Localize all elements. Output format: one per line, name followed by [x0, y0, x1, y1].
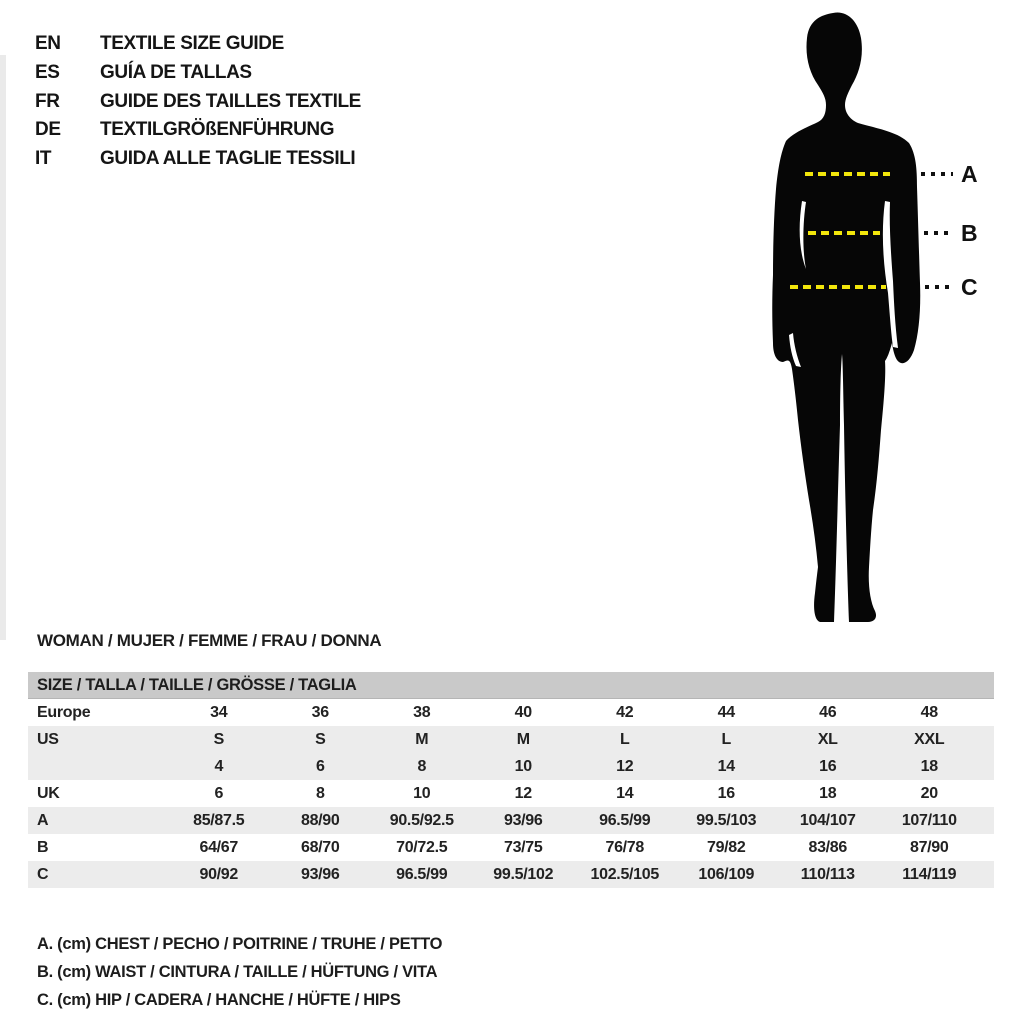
- language-title: GUIDE DES TAILLES TEXTILE: [100, 90, 361, 112]
- size-cell: 93/96: [503, 812, 543, 829]
- measure-label-c: C: [961, 274, 978, 300]
- size-cell: 73/75: [503, 839, 543, 856]
- size-cell: 88/90: [300, 812, 340, 829]
- size-cell: 40: [514, 704, 532, 721]
- table-row: [28, 780, 994, 807]
- size-cell: 96.5/99: [599, 812, 651, 829]
- table-row: [28, 726, 994, 753]
- table-row: [28, 861, 994, 888]
- size-cell: 12: [514, 785, 532, 802]
- size-cell: 14: [717, 758, 735, 775]
- size-cell: 83/86: [808, 839, 848, 856]
- woman-silhouette-figure: [745, 5, 1000, 630]
- size-cell: 18: [819, 785, 837, 802]
- row-label: US: [37, 731, 59, 748]
- language-row: [35, 30, 361, 59]
- size-cell: 102.5/105: [590, 866, 659, 883]
- size-cell: 16: [819, 758, 837, 775]
- size-cell: 12: [616, 758, 634, 775]
- legend-item: C. (cm) HIP / CADERA / HANCHE / HÜFTE / HIPS: [37, 991, 401, 1010]
- size-cell: 16: [717, 785, 735, 802]
- gender-label: WOMAN / MUJER / FEMME / FRAU / DONNA: [37, 631, 382, 650]
- size-cell: XXL: [914, 731, 945, 748]
- language-row: [35, 87, 361, 116]
- size-cell: 64/67: [199, 839, 239, 856]
- size-cell: 6: [315, 758, 325, 775]
- size-cell: M: [415, 731, 429, 748]
- size-cell: 68/70: [300, 839, 340, 856]
- size-cell: 114/119: [902, 866, 957, 883]
- size-cell: 85/87.5: [193, 812, 245, 829]
- row-label: UK: [37, 785, 60, 802]
- language-title: GUIDA ALLE TAGLIE TESSILI: [100, 148, 356, 170]
- language-title: GUÍA DE TALLAS: [100, 62, 252, 84]
- size-cell: 8: [417, 758, 427, 775]
- woman-body-shape: [772, 12, 920, 622]
- language-title: TEXTILGRÖßENFÜHRUNG: [100, 119, 335, 141]
- language-code: EN: [35, 33, 61, 55]
- size-cell: 79/82: [706, 839, 746, 856]
- size-cell: 20: [920, 785, 938, 802]
- table-row: [28, 699, 994, 726]
- table-row: [28, 807, 994, 834]
- language-list: [35, 30, 361, 173]
- scan-edge-strip: [0, 55, 6, 640]
- language-code: ES: [35, 62, 60, 84]
- size-cell: 18: [920, 758, 938, 775]
- size-cell: 87/90: [909, 839, 949, 856]
- size-cell: L: [721, 731, 731, 748]
- size-cell: 90.5/92.5: [389, 812, 454, 829]
- language-row: [35, 116, 361, 145]
- size-cell: 104/107: [799, 812, 856, 829]
- size-cell: 99.5/103: [696, 812, 757, 829]
- size-cell: M: [516, 731, 530, 748]
- size-table-header: SIZE / TALLA / TAILLE / GRÖSSE / TAGLIA: [28, 672, 994, 699]
- size-cell: S: [213, 731, 224, 748]
- size-cell: 10: [514, 758, 532, 775]
- woman-silhouette: [745, 5, 1000, 630]
- language-title: TEXTILE SIZE GUIDE: [100, 33, 284, 55]
- language-row: [35, 145, 361, 174]
- language-row: [35, 59, 361, 88]
- measure-label-b: B: [961, 220, 978, 246]
- row-label: Europe: [37, 704, 91, 721]
- table-row: [28, 753, 994, 780]
- language-code: FR: [35, 90, 60, 112]
- size-cell: 8: [315, 785, 325, 802]
- size-cell: 70/72.5: [396, 839, 448, 856]
- size-cell: 34: [210, 704, 228, 721]
- row-label: B: [37, 839, 49, 856]
- measure-label-a: A: [961, 161, 978, 187]
- language-code: DE: [35, 119, 61, 141]
- size-cell: 10: [413, 785, 431, 802]
- size-cell: 90/92: [199, 866, 239, 883]
- table-row: [28, 834, 994, 861]
- language-code: IT: [35, 148, 52, 170]
- size-cell: 6: [214, 785, 224, 802]
- size-cell: 93/96: [300, 866, 340, 883]
- size-cell: 96.5/99: [396, 866, 448, 883]
- size-cell: 4: [214, 758, 224, 775]
- size-cell: 42: [616, 704, 634, 721]
- size-cell: S: [315, 731, 326, 748]
- legend-item: A. (cm) CHEST / PECHO / POITRINE / TRUHE / PETTO: [37, 935, 443, 953]
- size-cell: 44: [717, 704, 735, 721]
- size-cell: 36: [311, 704, 329, 721]
- size-cell: 46: [819, 704, 837, 721]
- measurement-legend: [37, 930, 442, 1015]
- size-cell: 76/78: [605, 839, 645, 856]
- row-label: C: [37, 866, 49, 883]
- size-cell: L: [620, 731, 630, 748]
- size-table-body: [28, 699, 994, 888]
- size-cell: 110/113: [800, 866, 855, 883]
- size-cell: XL: [817, 731, 838, 748]
- legend-item: B. (cm) WAIST / CINTURA / TAILLE / HÜFTUNG / VITA: [37, 963, 438, 982]
- row-label: A: [37, 812, 49, 829]
- row-label: [28, 753, 168, 780]
- size-cell: 38: [413, 704, 431, 721]
- size-cell: 99.5/102: [493, 866, 554, 883]
- size-cell: 106/109: [698, 866, 755, 883]
- size-cell: 14: [616, 785, 634, 802]
- size-table: [28, 672, 994, 888]
- size-cell: 107/110: [901, 812, 957, 829]
- size-cell: 48: [920, 704, 938, 721]
